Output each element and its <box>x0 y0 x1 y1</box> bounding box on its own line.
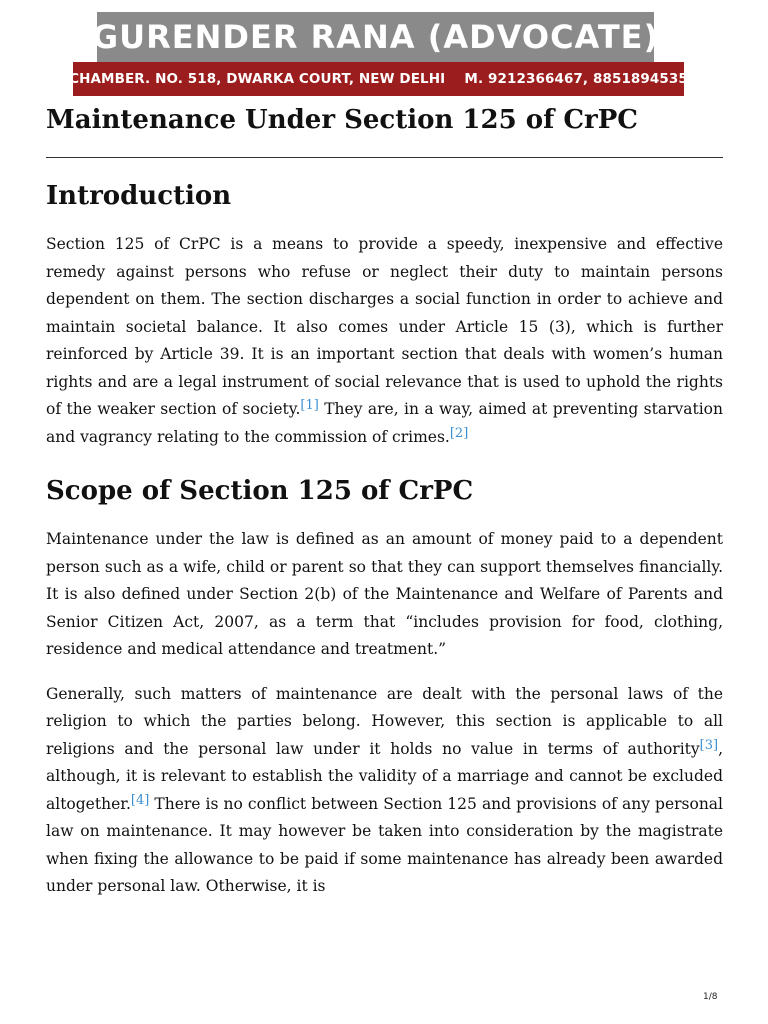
chamber-contact: CHAMBER. NO. 518, DWARKA COURT, NEW DELHI M. 9212366467, 8851894535 <box>69 71 688 87</box>
footnote-link-3[interactable]: [3] <box>699 737 719 753</box>
footnote-link-1[interactable]: [1] <box>300 398 319 413</box>
document-title: Maintenance Under Section 125 of CrPC <box>46 105 638 135</box>
letterhead-contact-bar <box>69 62 688 96</box>
paragraph-text: Section 125 of CrPC is a means to provide a speedy, inexpensive and effective remedy against persons who refuse or neglect their duty to maintain persons dependent on them. The section discharges a social function in order to achieve and maintain societal balance. It also comes under Article 15 (3), which is further reinforced by Article 39. It is an important section that deals with women’s human rights and are a legal instrument of social relevance that is used to uphold the rights of the weaker section of society. <box>46 235 723 418</box>
scope-paragraph-2 <box>46 681 723 901</box>
letterhead-name-bar <box>91 12 660 62</box>
advocate-name: GURENDER RANA (ADVOCATE) <box>91 18 660 56</box>
letterhead-banner <box>69 12 688 96</box>
introduction-paragraph <box>46 231 723 451</box>
document-body <box>46 98 723 901</box>
paragraph-text: They are, in a way, aimed at preventing starvation and vagrancy relating to the commission of crimes. <box>46 400 723 446</box>
section-heading-introduction: Introduction <box>46 181 232 211</box>
paragraph-text: , although, it is relevant to establish the validity of a marriage and cannot be excluded altogether. <box>46 739 723 813</box>
title-divider <box>46 157 723 158</box>
footnote-link-2[interactable]: [2] <box>449 425 469 441</box>
paragraph-text: Maintenance under the law is defined as an amount of money paid to a dependent person such as a wife, child or parent so that they can support themselves financially. It is also defined under Section 2(b) of the Maintenance and Welfare of Parents and Senior Citizen Act, 2007, as a term that “includes provision for food, clothing, residence and medical attendance and treatment.” <box>46 530 723 658</box>
paragraph-text: There is no conflict between Section 125 and provisions of any personal law on maintenance. It may however be taken into consideration by the magistrate when fixing the allowance to be paid if some maintenance has already been awarded under personal law. Otherwise, it is <box>46 794 723 895</box>
section-heading-scope: Scope of Section 125 of CrPC <box>46 476 474 506</box>
scope-paragraph-1 <box>46 526 723 664</box>
page-number: 1/8 <box>703 992 718 1002</box>
footnote-link-4[interactable]: [4] <box>130 792 150 808</box>
paragraph-text: Generally, such matters of maintenance are dealt with the personal laws of the religion to which the parties belong. However, this section is applicable to all religions and the personal law under it holds no value in terms of authority <box>46 684 723 758</box>
